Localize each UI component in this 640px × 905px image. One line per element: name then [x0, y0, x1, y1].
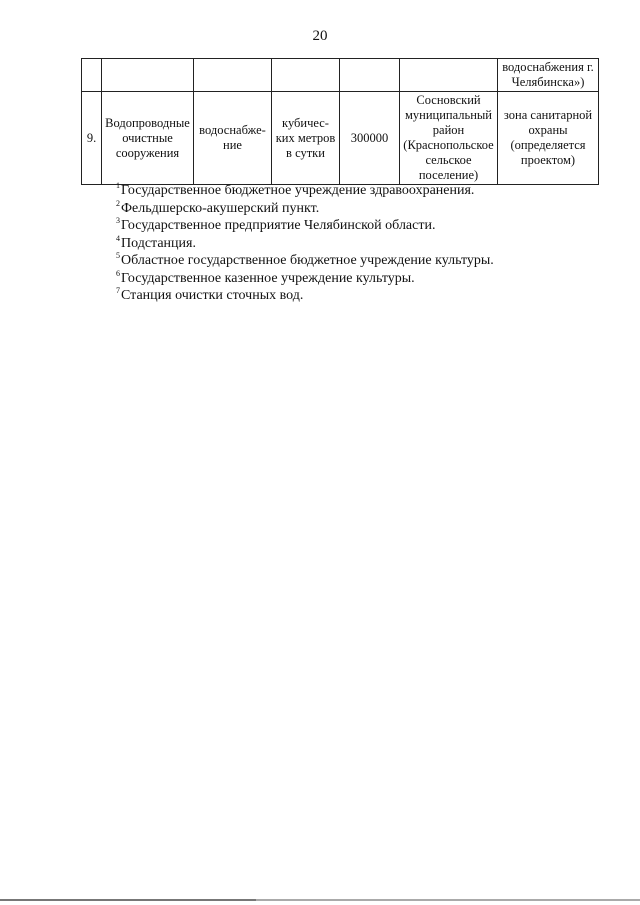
table-cell — [272, 59, 340, 92]
footnote-mark: 6 — [116, 268, 120, 278]
footnote — [116, 200, 596, 218]
facilities-table — [81, 58, 599, 185]
table-cell — [102, 59, 194, 92]
footnote — [116, 182, 596, 200]
footnote-text: Государственное казенное учреждение культуры. — [121, 270, 415, 286]
page-number: 20 — [312, 28, 328, 44]
footnotes — [116, 182, 596, 305]
purpose-cell: водоснабже-ние — [194, 92, 272, 185]
table-cell — [82, 59, 102, 92]
footnote — [116, 235, 596, 253]
capacity-cell: 300000 — [340, 92, 400, 185]
location-cell: Сосновский муниципальный район (Краснопольское сельское поселение) — [400, 92, 498, 185]
table-row — [82, 59, 599, 92]
table-cell — [340, 59, 400, 92]
footnote-text: Областное государственное бюджетное учреждение культуры. — [121, 253, 494, 268]
footnote — [116, 287, 596, 305]
footnote-mark: 4 — [116, 233, 120, 243]
table-cell — [400, 59, 498, 92]
footnote-text: Станция очистки сточных вод. — [121, 288, 304, 303]
zone-cell: зона санитарной охраны (определяется проектом) — [498, 92, 599, 185]
row-number-cell: 9. — [82, 92, 102, 185]
footnote-mark: 3 — [116, 216, 120, 225]
footnote-mark: 1 — [116, 181, 120, 190]
footnote — [116, 252, 596, 270]
table-cell: водоснабжения г. Челябинска») — [498, 59, 599, 92]
table-cell — [194, 59, 272, 92]
footnote-mark: 7 — [116, 286, 120, 295]
footnote — [116, 270, 596, 288]
scan-edge-line — [0, 899, 640, 901]
object-name-cell: Водопроводные очистные сооружения — [102, 92, 194, 185]
footnote-text: Подстанция. — [121, 235, 196, 251]
footnote-mark: 2 — [116, 198, 120, 208]
footnote-text: Государственное предприятие Челябинской области. — [121, 218, 436, 233]
footnote-text: Государственное бюджетное учреждение здравоохранения. — [121, 183, 475, 198]
footnote-text: Фельдшерско-акушерский пункт. — [121, 200, 320, 216]
table-row — [82, 92, 599, 185]
footnote-mark: 5 — [116, 251, 120, 260]
unit-cell: кубичес-ких метров в сутки — [272, 92, 340, 185]
footnote — [116, 217, 596, 235]
